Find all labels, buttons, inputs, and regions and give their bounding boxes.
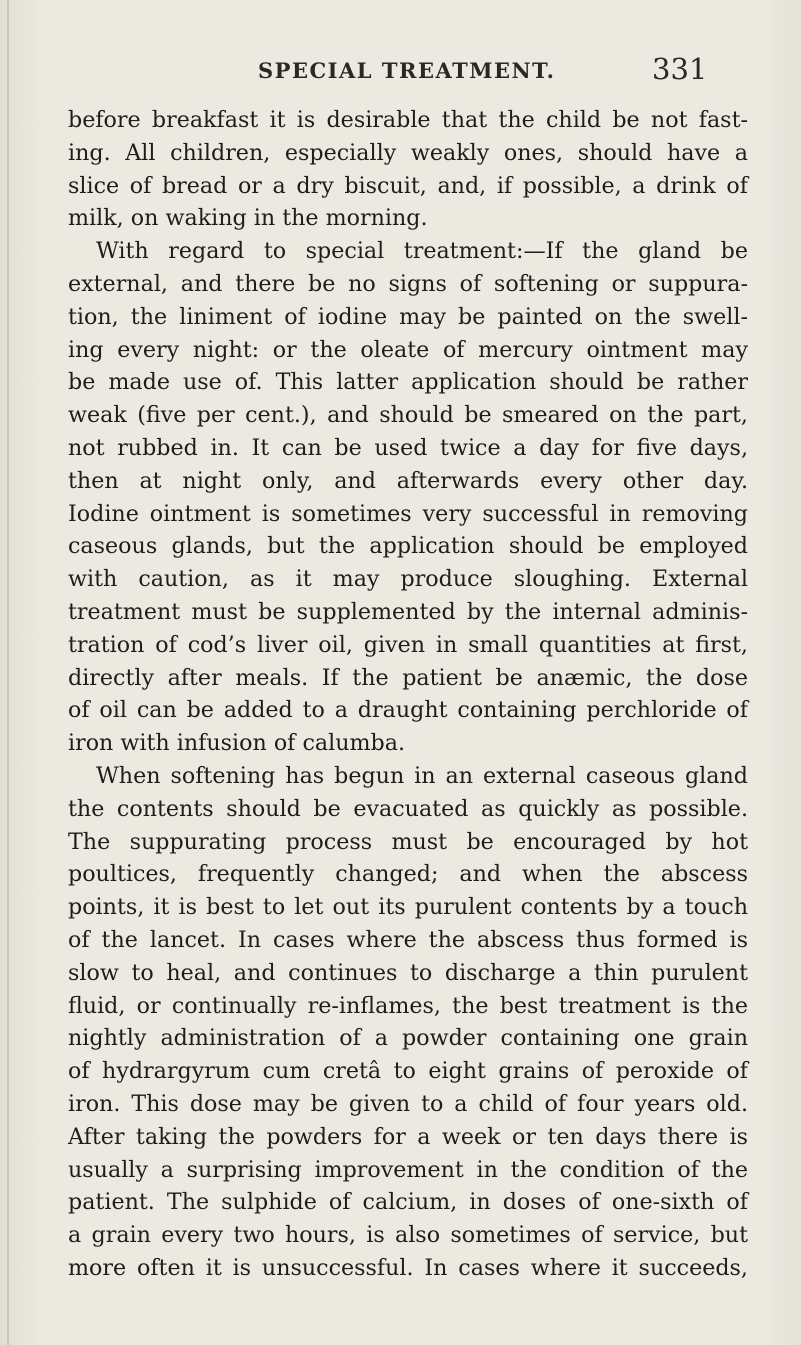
text-line: not rubbed in. It can be used twice a day for five days, <box>68 434 748 461</box>
text-line: slow to heal, and continues to discharge a thin purulent <box>68 959 748 986</box>
text-line: be made use of. This latter application should be rather <box>68 369 748 396</box>
text-line: the contents should be evacuated as quickly as possible. <box>68 795 748 822</box>
text-line: iron with infusion of calumba. <box>68 730 406 757</box>
text-line: milk, on waking in the morning. <box>68 205 428 232</box>
running-head: SPECIAL TREATMENT. <box>258 58 556 83</box>
text-line: external, and there be no signs of softening or suppura- <box>68 270 748 297</box>
text-line: of hydrargyrum cum cretâ to eight grains of peroxide of <box>68 1058 748 1085</box>
text-line: The suppurating process must be encouraged by hot <box>68 828 748 855</box>
text-line: with caution, as it may produce sloughing. External <box>68 566 748 593</box>
text-line: Iodine ointment is sometimes very successful in removing <box>68 500 748 527</box>
page-edge-shadow <box>7 0 9 1345</box>
text-line: of oil can be added to a draught containing perchloride of <box>68 697 748 724</box>
text-line: more often it is unsuccessful. In cases where it succeeds, <box>68 1254 748 1281</box>
text-line: ing every night: or the oleate of mercury ointment may <box>68 336 748 363</box>
text-line: iron. This dose may be given to a child of four years old. <box>68 1090 748 1117</box>
text-line: a grain every two hours, is also sometimes of service, but <box>68 1222 748 1249</box>
text-line: After taking the powders for a week or ten days there is <box>68 1123 748 1150</box>
page-number: 331 <box>652 52 708 86</box>
text-line: With regard to special treatment:—If the gland be <box>96 238 748 265</box>
text-line: patient. The sulphide of calcium, in doses of one-sixth of <box>68 1189 748 1216</box>
text-line: points, it is best to let out its purulent contents by a touch <box>68 894 748 921</box>
text-line: fluid, or continually re-inflames, the best treatment is the <box>68 992 748 1019</box>
text-line: When softening has begun in an external caseous gland <box>96 762 748 789</box>
text-line: slice of bread or a dry biscuit, and, if possible, a drink of <box>68 172 748 199</box>
text-line: ing. All children, especially weakly ones, should have a <box>68 139 748 166</box>
text-line: weak (five per cent.), and should be smeared on the part, <box>68 402 748 429</box>
text-line: then at night only, and afterwards every other day. <box>68 467 748 494</box>
text-line: poultices, frequently changed; and when the abscess <box>68 861 748 888</box>
text-line: of the lancet. In cases where the abscess thus formed is <box>68 926 748 953</box>
text-line: treatment must be supplemented by the internal adminis- <box>68 598 748 625</box>
text-line: tion, the liniment of iodine may be painted on the swell- <box>68 303 748 330</box>
text-line: nightly administration of a powder containing one grain <box>68 1025 748 1052</box>
body-text <box>68 104 748 1285</box>
text-line: usually a surprising improvement in the condition of the <box>68 1156 748 1183</box>
text-line: tration of cod’s liver oil, given in small quantities at first, <box>68 631 748 658</box>
text-line: directly after meals. If the patient be anæmic, the dose <box>68 664 748 691</box>
text-line: caseous glands, but the application should be employed <box>68 533 748 560</box>
text-line: before breakfast it is desirable that the child be not fast- <box>68 107 748 133</box>
